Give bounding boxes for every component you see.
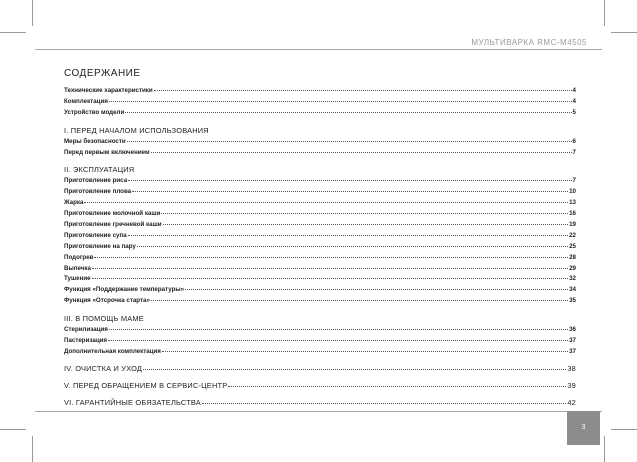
toc-entry[interactable]	[64, 176, 576, 187]
toc-entry[interactable]	[64, 325, 576, 336]
dot-leader	[132, 190, 568, 192]
toc-group-intro	[64, 86, 576, 119]
toc-group-section-1	[64, 137, 576, 159]
toc-entry-page: 10	[569, 188, 576, 196]
toc-entry[interactable]	[64, 220, 576, 231]
crop-mark	[604, 436, 605, 462]
toc-entry[interactable]	[64, 336, 576, 347]
toc-entry-title: Приготовление риса	[64, 177, 128, 185]
toc-section-4[interactable]	[64, 363, 576, 375]
toc-group-section-2	[64, 176, 576, 307]
toc-section-5[interactable]	[64, 380, 576, 392]
crop-mark	[32, 436, 33, 462]
toc-section-5-title: V. ПЕРЕД ОБРАЩЕНИЕМ В СЕРВИС-ЦЕНТР	[64, 380, 228, 390]
toc-entry-page: 35	[569, 297, 576, 305]
crop-mark	[611, 429, 637, 430]
dot-leader	[128, 234, 568, 236]
toc-entry-title: Тушение	[64, 275, 91, 283]
toc-entry-page: 28	[569, 253, 576, 261]
dot-leader	[151, 299, 568, 301]
toc-section-1[interactable]: I. ПЕРЕД НАЧАЛОМ ИСПОЛЬЗОВАНИЯ	[64, 125, 209, 135]
toc-entry[interactable]	[64, 274, 576, 285]
footer-rule	[35, 411, 602, 412]
dot-leader	[161, 212, 568, 214]
toc-section-2[interactable]: II. ЭКСПЛУАТАЦИЯ	[64, 165, 135, 175]
header-rule	[35, 49, 602, 50]
toc-entry-page: 37	[569, 337, 576, 345]
toc-entry-page: 29	[569, 264, 576, 272]
toc-entry-title: Выпечка	[64, 264, 91, 272]
toc-section-6[interactable]	[64, 397, 576, 409]
toc-entry-page: 4	[572, 97, 576, 105]
toc-entry-page: 5	[572, 108, 576, 116]
dot-leader	[162, 350, 568, 352]
dot-leader	[128, 179, 571, 181]
crop-mark	[0, 32, 26, 33]
toc-entry-page: 6	[572, 137, 576, 145]
toc-entry[interactable]	[64, 253, 576, 264]
toc-entry[interactable]	[64, 242, 576, 253]
toc-entry-title: Дополнительная комплектация	[64, 347, 161, 355]
dot-leader	[228, 385, 566, 387]
toc-entry[interactable]	[64, 285, 576, 296]
dot-leader	[92, 267, 568, 269]
toc-section-5-page: 39	[567, 380, 576, 390]
dot-leader	[202, 402, 566, 404]
toc-entry-page: 34	[569, 286, 576, 294]
dot-leader	[109, 328, 568, 330]
toc-entry-title: Приготовление плова	[64, 188, 132, 196]
dot-leader	[92, 277, 569, 279]
dot-leader	[125, 111, 571, 113]
header-title: МУЛЬТИВАРКА RMC-M4505	[471, 38, 587, 47]
toc-entry-title: Приготовление молочной каши	[64, 210, 161, 218]
toc-group-section-3	[64, 325, 576, 358]
page-number: 3	[567, 411, 600, 445]
dot-leader	[137, 245, 568, 247]
dot-leader	[154, 89, 572, 91]
toc-entry-page: 7	[572, 177, 576, 185]
dot-leader	[143, 368, 566, 370]
toc-section-6-title: VI. ГАРАНТИЙНЫЕ ОБЯЗАТЕЛЬСТВА	[64, 397, 201, 407]
dot-leader	[185, 288, 568, 290]
toc-entry-title: Функция «Отсрочка старта»	[64, 297, 150, 305]
toc-entry-title: Функция «Поддержание температуры»	[64, 286, 185, 294]
toc-entry-title: Стерилизация	[64, 326, 108, 334]
toc-entry[interactable]	[64, 264, 576, 275]
dot-leader	[108, 339, 568, 341]
toc-entry-title: Приготовление гречневой каши	[64, 221, 162, 229]
dot-leader	[84, 201, 568, 203]
toc-entry-title: Жарка	[64, 199, 84, 207]
dot-leader	[151, 151, 572, 153]
toc-entry-page: 25	[569, 242, 576, 250]
toc-entry[interactable]	[64, 86, 576, 97]
toc-entry-page: 19	[569, 221, 576, 229]
toc-entry[interactable]	[64, 209, 576, 220]
toc-entry-title: Приготовление на пару	[64, 242, 136, 250]
dot-leader	[127, 140, 572, 142]
toc-entry-page: 37	[569, 347, 576, 355]
dot-leader	[94, 256, 568, 258]
toc-section-4-title: IV. ОЧИСТКА И УХОД	[64, 363, 143, 373]
crop-mark	[611, 32, 637, 33]
toc-entry-page: 16	[569, 210, 576, 218]
toc-section-6-page: 42	[567, 397, 576, 407]
toc-entry[interactable]	[64, 347, 576, 358]
toc-entry[interactable]	[64, 97, 576, 108]
crop-mark	[32, 0, 33, 26]
toc-entry-page: 13	[569, 199, 576, 207]
toc-entry-page: 32	[569, 275, 576, 283]
toc-entry-title: Пастеризация	[64, 337, 108, 345]
toc-title: СОДЕРЖАНИЕ	[64, 68, 141, 79]
toc-entry-title: Устройство модели	[64, 108, 125, 116]
toc-entry-title: Комплектация	[64, 97, 108, 105]
toc-entry-title: Подогрев	[64, 253, 94, 261]
toc-entry-page: 4	[572, 87, 576, 94]
crop-mark	[0, 429, 26, 430]
toc-entry[interactable]	[64, 296, 576, 307]
table-of-contents	[64, 86, 576, 409]
dot-leader	[109, 100, 572, 102]
toc-entry[interactable]	[64, 148, 576, 159]
toc-entry-page: 36	[569, 326, 576, 334]
toc-section-3[interactable]: III. В ПОМОЩЬ МАМЕ	[64, 314, 144, 324]
toc-entry-title: Технические характеристики	[64, 87, 153, 94]
toc-entry-page: 22	[569, 231, 576, 239]
toc-section-4-page: 38	[567, 363, 576, 373]
toc-entry[interactable]	[64, 231, 576, 242]
toc-entry-title: Перед первым включением	[64, 148, 150, 156]
toc-entry[interactable]	[64, 108, 576, 119]
toc-entry[interactable]	[64, 198, 576, 209]
toc-entry[interactable]	[64, 137, 576, 148]
toc-entry-title: Приготовление супа	[64, 231, 127, 239]
dot-leader	[163, 223, 569, 225]
toc-entry-page: 7	[572, 148, 576, 156]
toc-entry[interactable]	[64, 187, 576, 198]
toc-entry-title: Меры безопасности	[64, 137, 126, 145]
crop-mark	[604, 0, 605, 26]
